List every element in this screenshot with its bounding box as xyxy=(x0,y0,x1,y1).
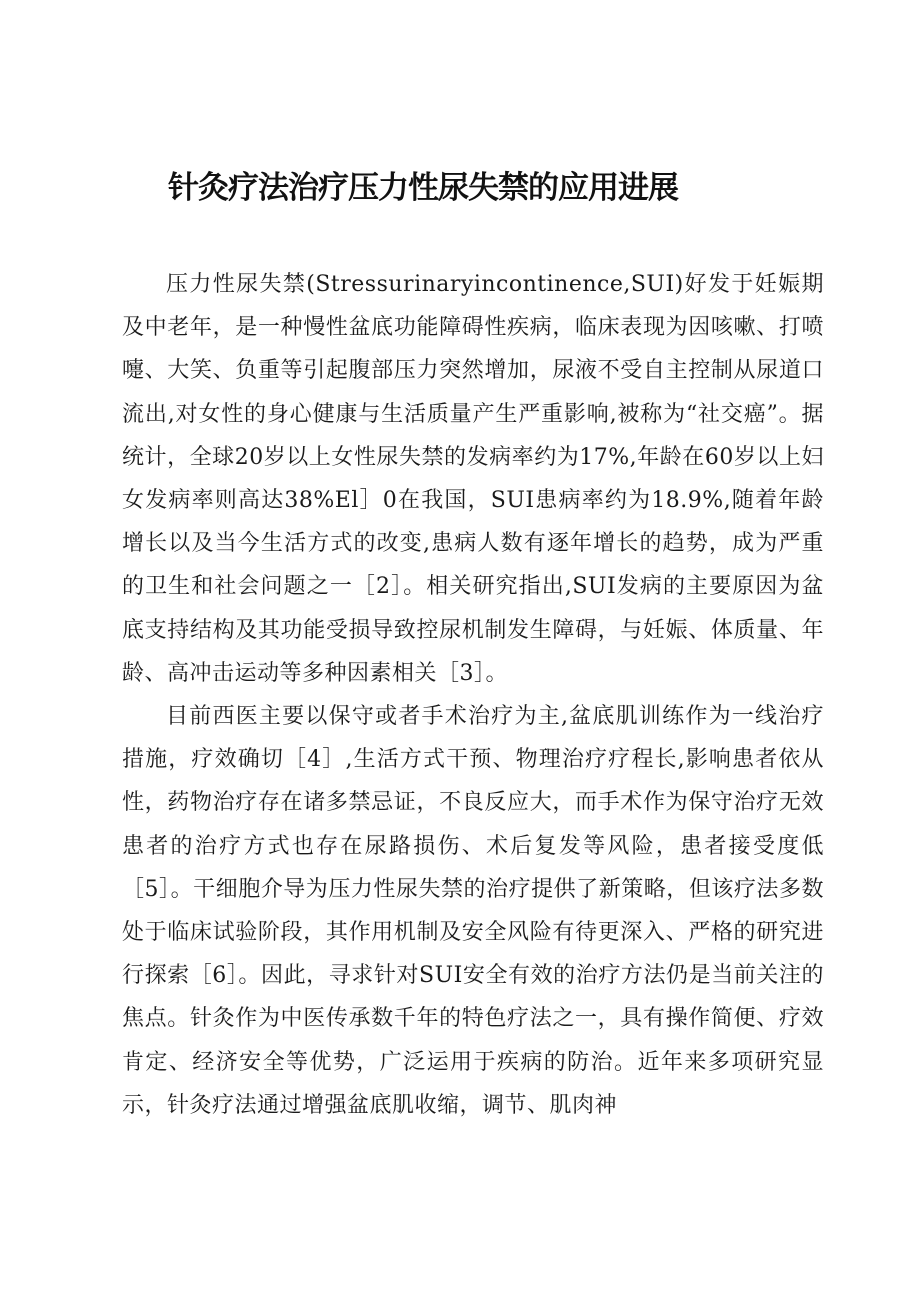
document-body xyxy=(122,263,824,1127)
paragraph-2: 目前西医主要以保守或者手术治疗为主,盆底肌训练作为一线治疗措施，疗效确切［4］,生活方式干预、物理治疗疗程长,影响患者依从性，药物治疗存在诸多禁忌证，不良反应大，而手术作为保守治疗无效患者的治疗方式也存在尿路损伤、术后复发等风险，患者接受度低［5］。干细胞介导为压力性尿失禁的治疗提供了新策略，但该疗法多数处于临床试验阶段，其作用机制及安全风险有待更深入、严格的研究进行探索［6］。因此，寻求针对SUI安全有效的治疗方法仍是当前关注的焦点。针灸作为中医传承数千年的特色疗法之一，具有操作简便、疗效肯定、经济安全等优势，广泛运用于疾病的防治。近年来多项研究显示，针灸疗法通过增强盆底肌收缩，调节、肌肉神 xyxy=(122,704,824,1118)
paragraph-1: 压力性尿失禁(Stressurinaryincontinence,SUI)好发于妊娠期及中老年，是一种慢性盆底功能障碍性疾病，临床表现为因咳嗽、打喷嚏、大笑、负重等引起腹部压力突然增加，尿液不受自主控制从尿道口流出,对女性的身心健康与生活质量产生严重影响,被称为“社交癌”。据统计，全球20岁以上女性尿失禁的发病率约为17%,年龄在60岁以上妇女发病率则高达38%El］0在我国，SUI患病率约为18.9%,随着年龄增长以及当今生活方式的改变,患病人数有逐年增长的趋势，成为严重的卫生和社会问题之一［2］。相关研究指出,SUI发病的主要原因为盆底支持结构及其功能受损导致控尿机制发生障碍，与妊娠、体质量、年龄、高冲击运动等多种因素相关［3］。 xyxy=(122,272,824,686)
document-title: 针灸疗法治疗压力性尿失禁的应用进展 xyxy=(168,170,678,206)
